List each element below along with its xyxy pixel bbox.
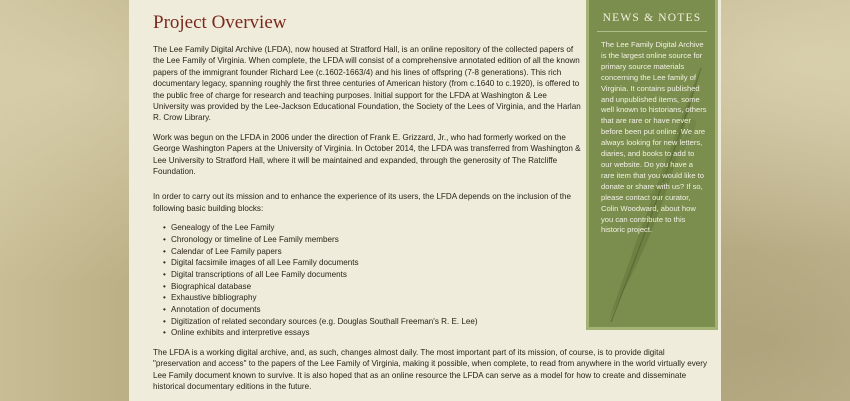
list-item: • Digital transcriptions of all Lee Family documents: [163, 269, 347, 279]
list-item: • Biographical database: [163, 281, 252, 291]
news-title: NEWS & NOTES: [602, 12, 702, 24]
list-item: • Exhaustive bibliography: [163, 293, 257, 303]
list-item: • Calendar of Lee Family papers: [163, 246, 282, 256]
history-paragraph: Work was begun on the LFDA in 2006 under the direction of Frank E. Grizzard, Jr., who had formerly worked on the George Washington Papers at the University of Virginia. In October 2014, the LFDA was transferred from Washington & Lee University to Stratford Hall, where it will be maintained and expanded, through the generosity of The Ratcliffe Foundation.: [153, 132, 581, 177]
bullet-icon: •: [163, 281, 166, 291]
list-item: • Digital facsimile images of all Lee Family documents: [163, 258, 359, 268]
building-blocks-list: [163, 222, 583, 339]
bullet-icon: •: [163, 246, 166, 256]
bullet-icon: •: [163, 293, 166, 303]
mission-paragraph: In order to carry out its mission and to enhance the experience of its users, the LFDA depends on the inclusion of the following basic building blocks:: [153, 192, 571, 213]
list-item: • Digitization of related secondary sources (e.g. Douglas Southall Freeman's R. E. Lee): [163, 316, 478, 326]
bullet-icon: •: [163, 304, 166, 314]
page-title: Project Overview: [153, 12, 287, 33]
bullet-icon: •: [163, 223, 166, 233]
list-item: • Chronology or timeline of Lee Family members: [163, 234, 339, 244]
bullet-icon: •: [163, 269, 166, 279]
news-notes-sidebar: [586, 0, 718, 330]
bullet-icon: •: [163, 258, 166, 268]
bullet-icon: •: [163, 234, 166, 244]
main-content: [153, 12, 583, 348]
news-body: The Lee Family Digital Archive is the largest online source for primary source materials concerning the Lee family of Virginia. It contains published and unpublished items, some well known to historians, others that are rare or have never before been put online. We are always looking for new letters, diaries, and books to add to our website. Do you have a rare item that you would like to donate or share with us? If so, please contact our curator, Colin Woodward, about how you can contribute to this historic project.: [601, 40, 707, 235]
bullet-icon: •: [163, 316, 166, 326]
list-item: • Annotation of documents: [163, 304, 261, 314]
closing-paragraph: The LFDA is a working digital archive, and, as such, changes almost daily. The most important part of its mission, of course, is to provide digital "preservation and access" to the papers of the Lee Family of Virginia, making it possible, when complete, to read from anywhere in the world virtually every Lee Family document known to survive. It is also hoped that as an online resource the LFDA can serve as a model for how to create and disseminate historical documentary editions in the future.: [153, 348, 707, 392]
list-item: • Genealogy of the Lee Family: [163, 223, 275, 233]
list-item: • Online exhibits and interpretive essays: [163, 328, 310, 338]
bullet-icon: •: [163, 328, 166, 338]
intro-paragraph: The Lee Family Digital Archive (LFDA), now housed at Stratford Hall, is an online repository of the collected papers of the Lee Family of Virginia. When complete, the LFDA will consist of a comprehensive annotated edition of all the known papers of the immigrant founder Richard Lee (c.1602-1663/4) and his lines of offspring (7-8 generations). This rich documentary legacy, spanning roughly the first three centuries of American history (from c.1640 to c.1920), is offered to the public free of charge for research and teaching purposes. Initial support for the LFDA at Washington & Lee University was provided by the Lee-Jackson Educational Foundation, the Society of the Lees of Virginia, and the Harlan R. Crow Library.: [153, 45, 581, 123]
